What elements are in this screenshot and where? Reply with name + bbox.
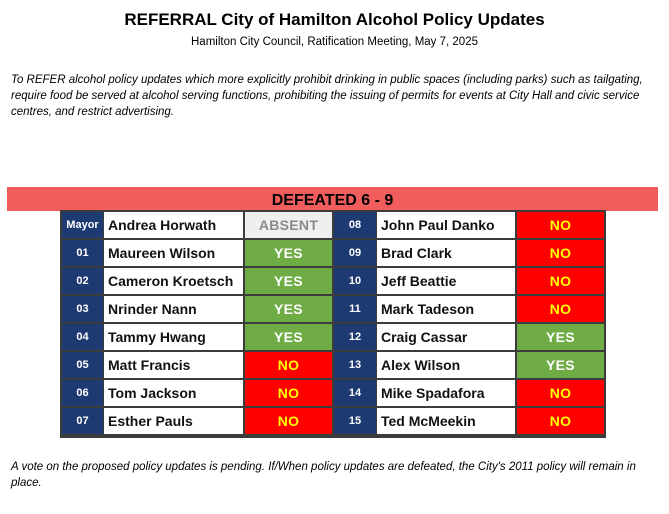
ward-number: 02: [62, 268, 103, 294]
vote-table: [60, 210, 606, 438]
motion-description: To REFER alcohol policy updates which more explicitly prohibit drinking in public spaces (including parks) such as tailgating, require food be served at alcohol serving functions, prohibiting the issuing of permits for events at City Hall and civic service centres, and restrict advertising.: [11, 74, 643, 118]
ward-number: 13: [334, 352, 376, 378]
vote-row: [60, 266, 606, 294]
vote-value: NO: [517, 240, 604, 266]
vote-value: NO: [517, 408, 604, 434]
vote-value: YES: [245, 324, 332, 350]
councillor-name: Nrinder Nann: [104, 296, 243, 322]
vote-row: [60, 210, 606, 238]
vote-value: YES: [517, 324, 604, 350]
page-title: REFERRAL City of Hamilton Alcohol Policy Updates: [124, 10, 545, 29]
ward-number: 03: [62, 296, 103, 322]
councillor-name: Craig Cassar: [377, 324, 515, 350]
councillor-name: Jeff Beattie: [377, 268, 515, 294]
vote-value: NO: [245, 352, 332, 378]
councillor-name: Esther Pauls: [104, 408, 243, 434]
ward-number: 04: [62, 324, 103, 350]
vote-value: NO: [517, 212, 604, 238]
ward-number: 12: [334, 324, 376, 350]
vote-row: [60, 350, 606, 378]
councillor-name: Alex Wilson: [377, 352, 515, 378]
page-subtitle: Hamilton City Council, Ratification Meeting, May 7, 2025: [191, 36, 478, 48]
result-banner: [7, 187, 658, 211]
councillor-name: Matt Francis: [104, 352, 243, 378]
ward-number: 01: [62, 240, 103, 266]
councillor-name: Maureen Wilson: [104, 240, 243, 266]
vote-value: YES: [245, 296, 332, 322]
vote-row: [60, 406, 606, 434]
ward-number: 11: [334, 296, 376, 322]
councillor-name: Mike Spadafora: [377, 380, 515, 406]
councillor-name: Ted McMeekin: [377, 408, 515, 434]
councillor-name: Tammy Hwang: [104, 324, 243, 350]
councillor-name: Brad Clark: [377, 240, 515, 266]
vote-value: ABSENT: [245, 212, 332, 238]
councillor-name: Andrea Horwath: [104, 212, 243, 238]
ward-number: Mayor: [62, 212, 103, 238]
result-text: DEFEATED 6 - 9: [271, 192, 394, 209]
vote-value: NO: [517, 268, 604, 294]
councillor-name: Cameron Kroetsch: [104, 268, 243, 294]
vote-value: YES: [245, 268, 332, 294]
vote-row: [60, 238, 606, 266]
ward-number: 06: [62, 380, 103, 406]
ward-number: 07: [62, 408, 103, 434]
vote-row: [60, 294, 606, 322]
vote-value: NO: [517, 296, 604, 322]
vote-value: NO: [245, 408, 332, 434]
councillor-name: Mark Tadeson: [377, 296, 515, 322]
vote-value: YES: [245, 240, 332, 266]
vote-value: YES: [517, 352, 604, 378]
ward-number: 10: [334, 268, 376, 294]
vote-value: NO: [245, 380, 332, 406]
footnote: A vote on the proposed policy updates is pending. If/When policy updates are defeated, the City's 2011 policy will remain in place.: [11, 461, 636, 489]
vote-row: [60, 378, 606, 406]
vote-value: NO: [517, 380, 604, 406]
ward-number: 14: [334, 380, 376, 406]
councillor-name: John Paul Danko: [377, 212, 515, 238]
ward-number: 08: [334, 212, 376, 238]
ward-number: 15: [334, 408, 376, 434]
councillor-name: Tom Jackson: [104, 380, 243, 406]
ward-number: 05: [62, 352, 103, 378]
ward-number: 09: [334, 240, 376, 266]
vote-row: [60, 322, 606, 350]
